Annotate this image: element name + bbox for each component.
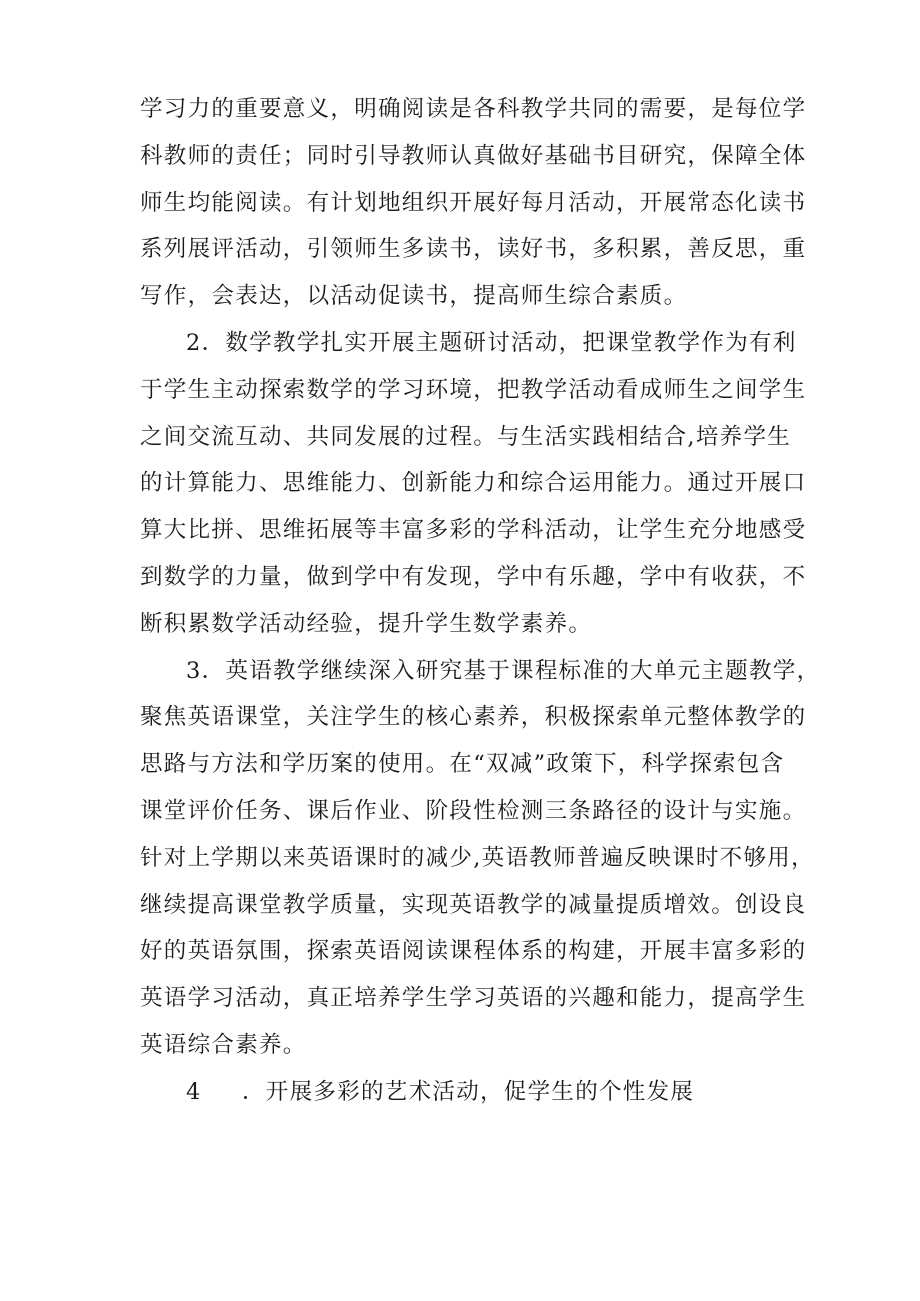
text-line: 的计算能力、思维能力、创新能力和综合运用能力。通过开展口 bbox=[140, 470, 807, 497]
text-line: 写作，会表达，以活动促读书，提高师生综合素质。 bbox=[140, 283, 688, 310]
text-line: 之间交流互动、共同发展的过程。与生活实践相结合,培养学生 bbox=[140, 423, 792, 450]
text-line: 英语综合素养。 bbox=[140, 1031, 307, 1058]
text-line: 到数学的力量，做到学中有发现，学中有乐趣，学中有收获，不 bbox=[140, 563, 807, 590]
text-line: 2．数学教学扎实开展主题研讨活动，把课堂教学作为有利 bbox=[186, 329, 797, 356]
text-line: 好的英语氛围，探索英语阅读课程体系的构建，开展丰富多彩的 bbox=[140, 938, 807, 965]
text-line: 师生均能阅读。有计划地组织开展好每月活动，开展常态化读书 bbox=[140, 189, 807, 216]
text-line: 课堂评价任务、课后作业、阶段性检测三条路径的设计与实施。 bbox=[140, 797, 807, 824]
text-line: 学习力的重要意义，明确阅读是各科教学共同的需要，是每位学 bbox=[140, 96, 807, 122]
section-heading bbox=[140, 1069, 790, 1116]
text-line: 系列展评活动，引领师生多读书，读好书，多积累，善反思，重 bbox=[140, 236, 807, 263]
text-line: 于学生主动探索数学的学习环境，把教学活动看成师生之间学生 bbox=[140, 376, 807, 403]
text-line: 断积累数学活动经验，提升学生数学素养。 bbox=[140, 610, 593, 637]
text-line: 算大比拼、思维拓展等丰富多彩的学科活动，让学生充分地感受 bbox=[140, 517, 807, 544]
text-line: 英语学习活动，真正培养学生学习英语的兴趣和能力，提高学生 bbox=[140, 985, 807, 1012]
document-body bbox=[140, 86, 821, 1116]
text-line: 针对上学期以来英语课时的减少,英语教师普遍反映课时不够用， bbox=[140, 844, 815, 871]
text-line: 思路与方法和学历案的使用。在“双减”政策下，科学探索包含 bbox=[140, 751, 785, 778]
heading-number: 4 bbox=[186, 1078, 202, 1105]
text-line: 聚焦英语课堂，关注学生的核心素养，积极探索单元整体教学的 bbox=[140, 704, 807, 731]
heading-text: ．开展多彩的艺术活动，促学生的个性发展 bbox=[242, 1078, 695, 1105]
text-line: 继续提高课堂教学质量，实现英语教学的减量提质增效。创设良 bbox=[140, 891, 807, 918]
text-line: 科教师的责任；同时引导教师认真做好基础书目研究，保障全体 bbox=[140, 142, 807, 169]
text-line: 3．英语教学继续深入研究基于课程标准的大单元主题教学， bbox=[186, 657, 821, 684]
